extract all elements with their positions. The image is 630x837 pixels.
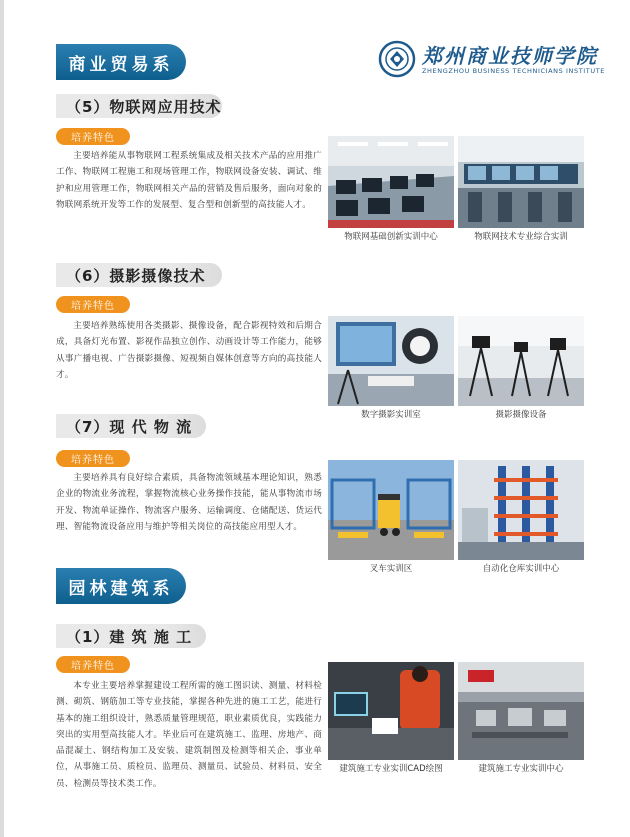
school-logo [378,38,608,80]
section-title-text: （7）现 代 物 流 [66,417,193,436]
section-text-photography: 主要培养熟练使用各类摄影、摄像设备，配合影视特效和后期合成，具备灯光布置、影视作品独立创作、动画设计等工作能力，能够从事广播电视、广告摄影摄像、短视频自媒体创意等方向的高技能人才。 [56,321,322,380]
logo-subtitle: ZHENGZHOU BUSINESS TECHNICIANS INSTITUTE [422,67,606,75]
badge-label: 培养特色 [71,301,115,312]
badge-label: 培养特色 [71,133,115,144]
badge-label: 培养特色 [71,455,115,466]
section-title-iot [56,94,222,118]
section-text-iot: 主要培养能从事物联网工程系统集成及相关技术产品的应用推广工作、物联网工程施工和现场管理工作，物联网设备安装、调试、维护和应用管理工作，物联网相关产品的营销及售后服务，面向对象的物联网系统开发等工作的发展型、复合型和创新型的高技能人才。 [56,151,322,210]
section-title-photography [56,263,222,287]
badge-feature [56,450,130,467]
section-title-text: （6）摄影摄像技术 [66,266,206,285]
badge-label: 培养特色 [71,661,115,672]
photo-digital-studio [328,316,454,422]
dept-tab-commerce [56,44,186,80]
logo-title: 郑州商业技师学院 [422,44,598,68]
dept-tab-architecture [56,568,186,604]
photo-caption: 数字摄影实训室 [328,406,454,422]
section-text-construction: 本专业主要培养掌握建设工程所需的施工图识读、测量、材料检测、砌筑、钢筋加工等专业技能，掌握各种先进的施工工艺，能进行基本的施工组织设计，熟悉质量管理规范，职业素质优良，实践能力突出的实用型高技能人才。毕业后可在建筑施工、监理、房地产、商品混凝土、钢结构加工及安装、建筑制图及检测等相关企、事业单位，从事施工员、质检员、监理员、测量员、试验员、材料员、安全员、检测员等技术类工作。 [56,681,322,789]
section-title-text: （5）物联网应用技术 [66,97,222,116]
page-edge [0,0,4,837]
photo-caption: 摄影摄像设备 [458,406,584,422]
photo-construction-center [458,662,584,776]
section-text-logistics: 主要培养具有良好综合素质，具备物流领域基本理论知识，熟悉企业的物流业务流程，掌握物流核心业务操作技能，能从事物流市场开发、物流单证操作、物流客户服务、运输调度、仓储配送、货运代理、智能物流设备应用与维护等相关岗位的高技能应用型人才。 [56,473,322,532]
badge-feature [56,296,130,313]
photo-caption: 叉车实训区 [328,560,454,576]
photo-automated-warehouse [458,460,584,576]
photo-iot-lab [328,136,454,244]
photo-forklift-area [328,460,454,576]
dept-tab-label: 商业贸易系 [68,54,174,75]
school-emblem-icon [378,40,416,78]
photo-caption: 自动化仓库实训中心 [458,560,584,576]
section-title-logistics [56,414,206,438]
section-title-construction [56,624,206,648]
photo-caption: 物联网基础创新实训中心 [328,228,454,244]
photo-camera-equipment [458,316,584,422]
photo-caption: 建筑施工专业实训中心 [458,760,584,776]
photo-caption: 物联网技术专业综合实训 [458,228,584,244]
photo-caption: 建筑施工专业实训CAD绘图 [328,760,454,776]
photo-cad-drawing [328,662,454,776]
badge-feature [56,656,130,673]
section-title-text: （1）建 筑 施 工 [66,627,193,646]
photo-iot-training [458,136,584,244]
badge-feature [56,128,130,145]
dept-tab-label: 园林建筑系 [68,578,174,599]
